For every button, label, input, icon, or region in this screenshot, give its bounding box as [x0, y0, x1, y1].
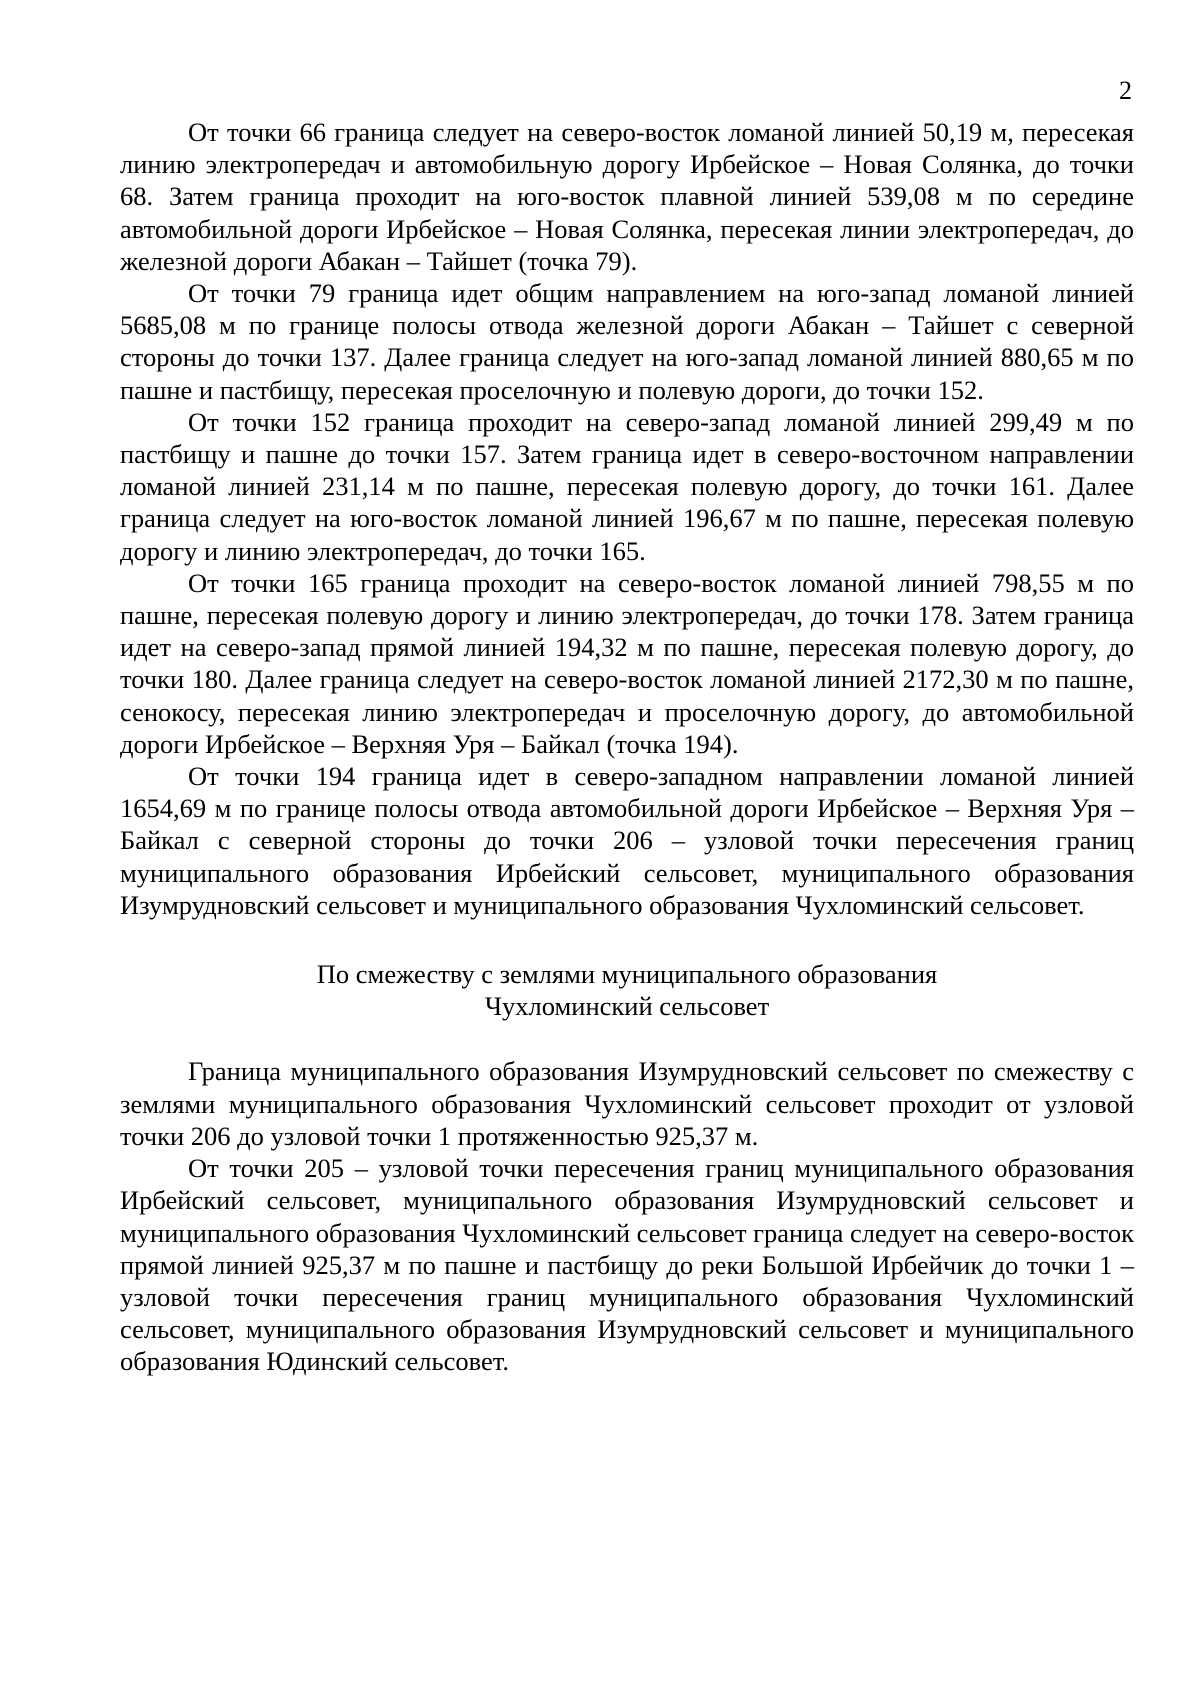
- paragraph-point-205: От точки 205 – узловой точки пересечения границ муниципального образования Ирбейский сельсовет, муниципального образования Изумрудновский сельсовет и муниципального образования Чухломинский сельсовет граница следует на северо-восток прямой линией 925,37 м по пашне и пастбищу до реки Большой Ирбейчик до точки 1 – узловой точки пересечения границ муниципального образования Чухломинский сельсовет, муниципального образования Изумрудновский сельсовет и муниципального образования Юдинский сельсовет.: [120, 1153, 1134, 1377]
- paragraph-point-79: От точки 79 граница идет общим направлением на юго-запад ломаной линией 5685,08 м по границе полосы отвода железной дороги Абакан – Тайшет с северной стороны до точки 137. Далее граница следует на юго-запад ломаной линией 880,65 м по пашне и пастбищу, пересекая проселочную и полевую дороги, до точки 152.: [120, 278, 1134, 405]
- section-heading-line-2: Чухломинский сельсовет: [484, 991, 770, 1022]
- paragraph-point-152: От точки 152 граница проходит на северо-запад ломаной линией 299,49 м по пастбищу и пашне до точки 157. Затем граница идет в северо-восточном направлении ломаной линией 231,14 м по пашне, пересекая полевую дорогу, до точки 161. Далее граница следует на юго-восток ломаной линией 196,67 м по пашне, пересекая полевую дорогу и линию электропередач, до точки 165.: [120, 406, 1134, 566]
- section-heading-line-1: По смежеству с землями муниципального образования: [316, 959, 938, 990]
- paragraph-point-165: От точки 165 граница проходит на северо-восток ломаной линией 798,55 м по пашне, пересекая полевую дорогу и линию электропередач, до точки 178. Затем граница идет на северо-запад прямой линией 194,32 м по пашне, пересекая полевую дорогу, до точки 180. Далее граница следует на северо-восток ломаной линией 2172,30 м по пашне, сенокосу, пересекая линию электропередач и проселочную дорогу, до автомобильной дороги Ирбейское – Верхняя Уря – Байкал (точка 194).: [120, 567, 1134, 759]
- section-heading: [120, 958, 1134, 1022]
- paragraph-point-66: От точки 66 граница следует на северо-восток ломаной линией 50,19 м, пересекая линию электропередач и автомобильную дорогу Ирбейское – Новая Солянка, до точки 68. Затем граница проходит на юго-восток плавной линией 539,08 м по середине автомобильной дороги Ирбейское – Новая Солянка, пересекая линии электропередач, до железной дороги Абакан – Тайшет (точка 79).: [120, 117, 1134, 276]
- paragraph-boundary-summary: Граница муниципального образования Изумрудновский сельсовет по смежеству с землями муниципального образования Чухломинский сельсовет проходит от узловой точки 206 до узловой точки 1 протяженностью 925,37 м.: [120, 1056, 1134, 1151]
- page-number: 2: [1119, 76, 1132, 105]
- section-spacer: [120, 1022, 1134, 1055]
- document-body: [120, 116, 1134, 1378]
- paragraph-point-194: От точки 194 граница идет в северо-западном направлении ломаной линией 1654,69 м по границе полосы отвода автомобильной дороги Ирбейское – Верхняя Уря – Байкал с северной стороны до точки 206 – узловой точки пересечения границ муниципального образования Ирбейский сельсовет, муниципального образования Изумрудновский сельсовет и муниципального образования Чухломинский сельсовет.: [120, 761, 1134, 920]
